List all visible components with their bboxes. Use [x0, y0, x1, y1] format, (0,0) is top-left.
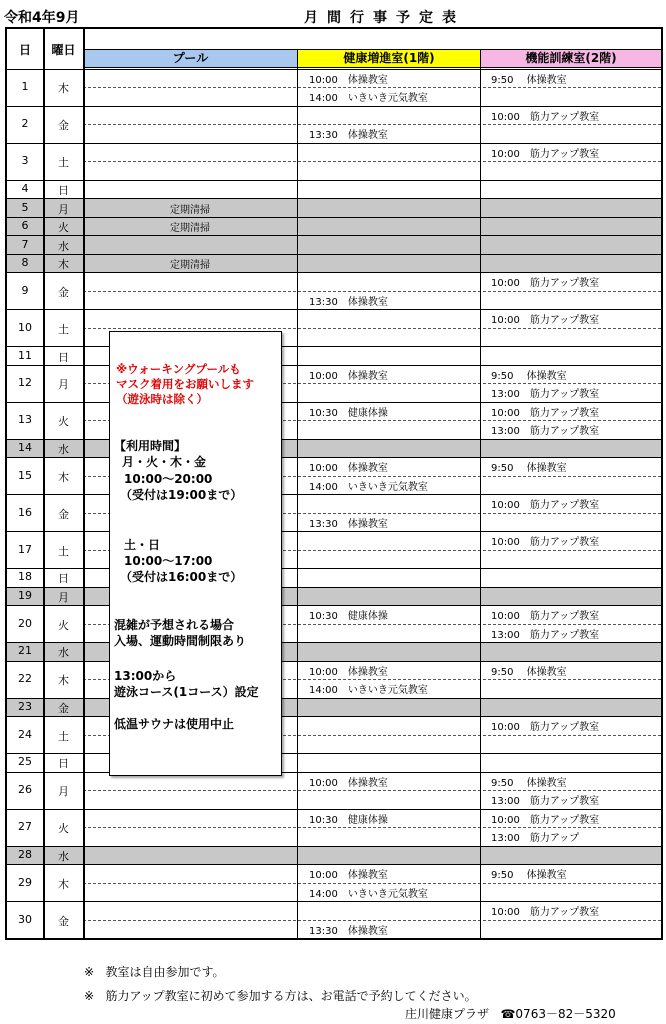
row-dashed-divider — [83, 920, 661, 921]
day-of-week: 日 — [58, 757, 69, 771]
day-number: 16 — [18, 505, 32, 519]
training-room-event: 13:00 筋力アップ教室 — [491, 389, 600, 401]
training-room-event: 9:50 体操教室 — [491, 370, 567, 382]
crowd-notice-1: 混雑が予想される場合 — [114, 618, 235, 632]
col-header-dow: 曜日 — [51, 43, 76, 57]
day-of-week: 土 — [58, 729, 69, 743]
day-number: 22 — [18, 672, 32, 686]
day-of-week: 火 — [58, 618, 69, 632]
day-number: 20 — [18, 616, 32, 630]
day-number: 27 — [18, 820, 32, 834]
row-divider — [7, 365, 661, 366]
day-of-week: 金 — [58, 701, 69, 715]
day-of-week: 月 — [58, 378, 69, 392]
health-room-event: 10:30 健康体操 — [309, 407, 388, 419]
weekday-hours: 10:00～20:00 — [124, 472, 213, 486]
document-title: 令和4年9月 — [4, 10, 80, 26]
health-room-event: 10:30 健康体操 — [309, 611, 388, 623]
crowd-notice-2: 入場、運動時間制限あり — [114, 634, 247, 648]
col-header-training-room: 機能訓練室(2階) — [480, 49, 661, 68]
health-room-event: 10:30 健康体操 — [309, 814, 388, 826]
day-of-week: 水 — [58, 443, 69, 457]
schedule-table — [5, 27, 663, 940]
day-number: 23 — [18, 699, 32, 713]
footer-note-1 — [84, 963, 225, 980]
closed-row-shade — [7, 235, 661, 253]
row-divider — [7, 254, 661, 255]
row-divider — [7, 309, 661, 310]
training-room-event: 10:00 筋力アップ教室 — [491, 278, 600, 290]
day-of-week: 水 — [58, 849, 69, 863]
training-room-event: 10:00 筋力アップ教室 — [491, 907, 600, 919]
col-header-health-room: 健康増進室(1階) — [297, 49, 480, 68]
day-of-week: 水 — [58, 646, 69, 660]
row-dashed-divider — [83, 883, 661, 884]
day-number: 25 — [18, 755, 32, 769]
day-of-week: 木 — [58, 674, 69, 688]
day-of-week: 火 — [58, 822, 69, 836]
footer-note-2 — [84, 987, 477, 1004]
sauna-notice: 低温サウナは使用中止 — [114, 717, 235, 731]
health-room-event: 10:00 体操教室 — [309, 777, 388, 789]
health-room-event: 13:30 体操教室 — [309, 518, 388, 530]
health-room-event: 14:00 いきいき元気教室 — [309, 685, 428, 697]
note-mark: ※ — [84, 965, 95, 979]
hours-title: 【利用時間】 — [114, 439, 187, 453]
row-dashed-divider — [83, 87, 661, 88]
training-room-event: 13:00 筋力アップ教室 — [491, 426, 600, 438]
row-divider — [7, 531, 661, 532]
day-number: 14 — [18, 441, 32, 455]
column-divider — [480, 49, 481, 938]
phone-icon: ☎ — [500, 1007, 516, 1021]
pool-maintenance: 定期清掃 — [170, 204, 210, 216]
health-room-event: 10:00 体操教室 — [309, 870, 388, 882]
day-of-week: 火 — [58, 221, 69, 235]
row-divider — [7, 494, 661, 495]
row-divider — [7, 772, 661, 773]
row-divider — [7, 198, 661, 199]
health-room-event: 10:00 体操教室 — [309, 370, 388, 382]
day-of-week: 金 — [58, 914, 69, 928]
row-divider — [7, 753, 661, 754]
row-dashed-divider — [83, 291, 661, 292]
column-divider — [297, 49, 298, 938]
row-divider — [7, 217, 661, 218]
day-number: 18 — [18, 570, 32, 584]
row-divider — [7, 864, 661, 865]
row-divider — [7, 642, 661, 643]
row-divider — [7, 587, 661, 588]
training-room-event: 10:00 筋力アップ教室 — [491, 611, 600, 623]
row-divider — [7, 439, 661, 440]
day-number: 24 — [18, 727, 32, 741]
col-header-day: 日 — [18, 43, 31, 57]
health-room-event: 10:00 体操教室 — [309, 463, 388, 475]
training-room-event: 13:00 筋力アップ — [491, 833, 580, 845]
day-of-week: 金 — [58, 285, 69, 299]
row-divider — [7, 846, 661, 847]
health-room-event: 14:00 いきいき元気教室 — [309, 888, 428, 900]
day-number: 2 — [21, 117, 29, 131]
day-of-week: 木 — [58, 470, 69, 484]
day-number: 12 — [18, 376, 32, 390]
training-room-event: 9:50 体操教室 — [491, 870, 567, 882]
day-of-week: 日 — [58, 572, 69, 586]
row-divider — [7, 143, 661, 144]
row-divider — [7, 69, 661, 70]
training-room-event: 10:00 筋力アップ教室 — [491, 148, 600, 160]
day-of-week: 土 — [58, 156, 69, 170]
closed-row-shade — [7, 698, 661, 716]
day-of-week: 土 — [58, 544, 69, 558]
day-of-week: 月 — [58, 590, 69, 604]
lane-notice-2: 遊泳コース(1コース）設定 — [114, 685, 259, 699]
lane-notice-1: 13:00から — [114, 669, 177, 683]
training-room-event: 13:00 筋力アップ教室 — [491, 796, 600, 808]
training-room-event: 10:00 筋力アップ教室 — [491, 814, 600, 826]
footer-contact — [405, 1005, 616, 1022]
weekday-reception: （受付は19:00まで） — [120, 488, 243, 502]
day-of-week: 土 — [58, 322, 69, 336]
day-of-week: 月 — [58, 202, 69, 216]
row-divider — [7, 402, 661, 403]
day-of-week: 日 — [58, 184, 69, 198]
day-of-week: 日 — [58, 350, 69, 364]
closed-row-shade — [7, 587, 661, 605]
row-divider — [7, 716, 661, 717]
day-number: 13 — [18, 413, 32, 427]
training-room-event: 13:00 筋力アップ教室 — [491, 629, 600, 641]
row-divider — [7, 568, 661, 569]
day-number: 26 — [18, 783, 32, 797]
column-divider — [43, 29, 45, 938]
row-divider — [7, 809, 661, 810]
col-header-pool: プール — [84, 49, 297, 68]
health-room-event: 10:00 体操教室 — [309, 666, 388, 678]
row-dashed-divider — [83, 790, 661, 791]
row-divider — [7, 346, 661, 347]
training-room-event: 9:50 体操教室 — [491, 777, 567, 789]
training-room-event: 10:00 筋力アップ教室 — [491, 537, 600, 549]
training-room-event: 10:00 筋力アップ教室 — [491, 722, 600, 734]
day-of-week: 金 — [58, 507, 69, 521]
day-number: 8 — [21, 256, 29, 270]
health-room-event: 14:00 いきいき元気教室 — [309, 93, 428, 105]
day-of-week: 木 — [58, 82, 69, 96]
weekend-hours: 10:00～17:00 — [124, 554, 213, 568]
mask-notice-line: ※ウォーキングプールも — [116, 362, 241, 376]
training-room-event: 9:50 体操教室 — [491, 463, 567, 475]
day-number: 15 — [18, 468, 32, 482]
row-divider — [7, 901, 661, 902]
row-divider — [7, 272, 661, 273]
training-room-event: 9:50 体操教室 — [491, 75, 567, 86]
weekday-days: 月・火・木・金 — [122, 455, 207, 469]
training-room-event: 10:00 筋力アップ教室 — [491, 315, 600, 327]
day-number: 7 — [21, 237, 29, 251]
pool-maintenance: 定期清掃 — [170, 223, 210, 235]
day-of-week: 水 — [58, 239, 69, 253]
row-divider — [7, 457, 661, 458]
day-number: 5 — [21, 200, 29, 214]
day-number: 21 — [18, 644, 32, 658]
facility-name: 庄川健康プラザ — [405, 1007, 490, 1021]
header-divider — [83, 49, 661, 50]
health-room-event: 10:00 体操教室 — [309, 75, 388, 86]
row-dashed-divider — [83, 827, 661, 828]
day-number: 4 — [21, 182, 29, 196]
day-of-week: 月 — [58, 785, 69, 799]
training-room-event: 10:00 筋力アップ教室 — [491, 407, 600, 419]
pool-notice-box — [109, 331, 282, 776]
row-divider — [7, 698, 661, 699]
day-number: 1 — [21, 80, 29, 94]
day-number: 28 — [18, 847, 32, 861]
day-number: 6 — [21, 219, 29, 233]
day-number: 9 — [21, 283, 29, 297]
closed-row-shade — [7, 642, 661, 660]
health-room-event: 14:00 いきいき元気教室 — [309, 481, 428, 493]
day-of-week: 火 — [58, 415, 69, 429]
closed-row-shade — [7, 846, 661, 864]
row-dashed-divider — [83, 124, 661, 125]
weekend-days: 土・日 — [124, 538, 161, 552]
day-of-week: 木 — [58, 258, 69, 272]
day-number: 29 — [18, 875, 32, 889]
note-text: 筋力アップ教室に初めて参加する方は、お電話で予約してください。 — [105, 989, 477, 1003]
row-divider — [7, 180, 661, 181]
day-number: 3 — [21, 154, 29, 168]
day-number: 30 — [18, 912, 32, 926]
row-dashed-divider — [83, 161, 661, 162]
day-number: 17 — [18, 542, 32, 556]
health-room-event: 13:30 体操教室 — [309, 925, 388, 937]
row-divider — [7, 106, 661, 107]
day-of-week: 木 — [58, 877, 69, 891]
training-room-event: 9:50 体操教室 — [491, 666, 567, 678]
phone-number: 0763－82－5320 — [515, 1007, 616, 1021]
column-divider — [83, 29, 85, 938]
health-room-event: 13:30 体操教室 — [309, 130, 388, 142]
health-room-event: 13:30 体操教室 — [309, 296, 388, 308]
mask-notice-line: （遊泳時は除く） — [116, 392, 208, 406]
row-divider — [7, 661, 661, 662]
row-dashed-divider — [83, 328, 661, 329]
training-room-event: 10:00 筋力アップ教室 — [491, 500, 600, 512]
day-number: 10 — [18, 320, 32, 334]
row-divider — [7, 605, 661, 606]
mask-notice — [116, 362, 254, 407]
note-mark: ※ — [84, 989, 95, 1003]
closed-row-shade — [7, 439, 661, 457]
day-number: 19 — [18, 588, 32, 602]
training-room-event: 10:00 筋力アップ教室 — [491, 111, 600, 123]
day-number: 11 — [18, 348, 32, 362]
day-of-week: 金 — [58, 119, 69, 133]
pool-maintenance: 定期清掃 — [170, 260, 210, 272]
weekend-reception: （受付は16:00まで） — [120, 570, 243, 584]
mask-notice-line: マスク着用をお願いします — [116, 377, 254, 391]
row-divider — [7, 235, 661, 236]
page-title: 月間行事予定表 — [304, 10, 465, 26]
note-text: 教室は自由参加です。 — [105, 965, 225, 979]
